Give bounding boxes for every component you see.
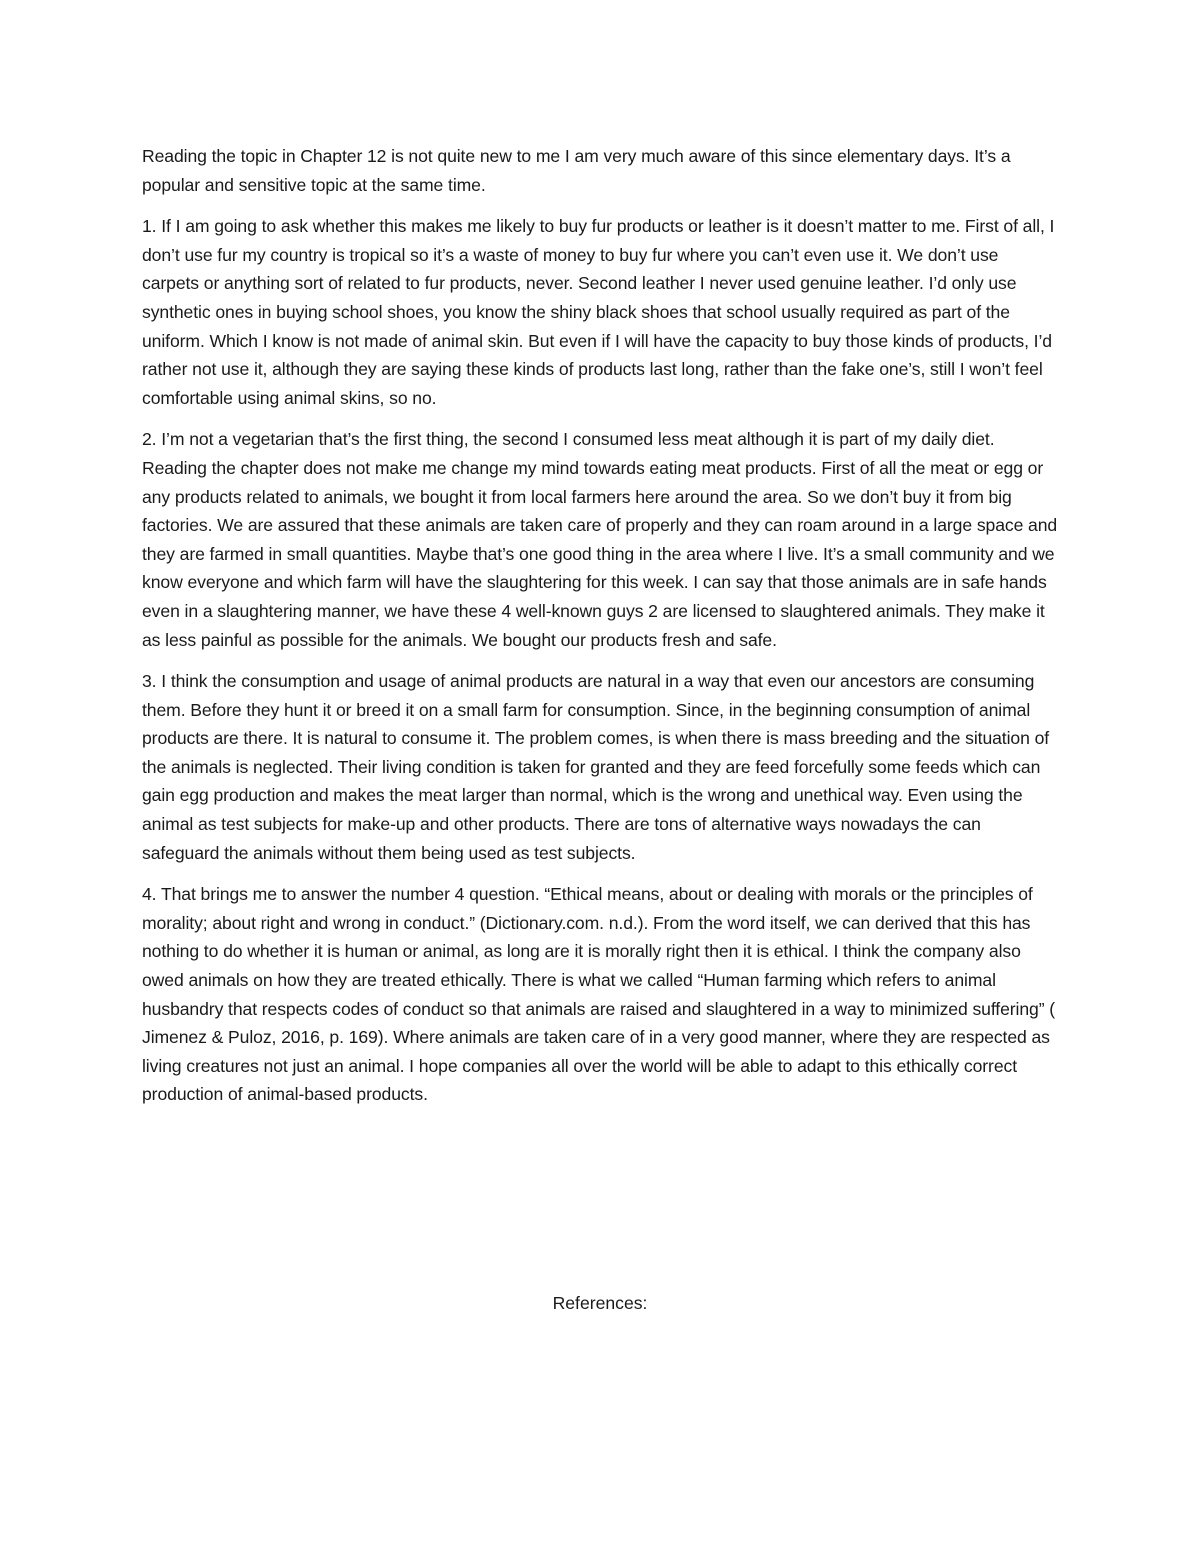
- document-body: [142, 142, 1060, 1122]
- intro-paragraph: Reading the topic in Chapter 12 is not quite new to me I am very much aware of this since elementary days. It’s a popular and sensitive topic at the same time.: [142, 146, 1011, 195]
- answer-paragraph-2: 2. I’m not a vegetarian that’s the first thing, the second I consumed less meat although it is part of my daily diet. Reading the chapter does not make me change my mind towards eating meat products. First of all the meat or egg or any products related to animals, we bought it from local farmers here around the area. So we don’t buy it from big factories. We are assured that these animals are taken care of properly and they can roam around in a large space and they are farmed in small quantities. Maybe that’s one good thing in the area where I live. It’s a small community and we know everyone and which farm will have the slaughtering for this week. I can say that those animals are in safe hands even in a slaughtering manner, we have these 4 well-known guys 2 are licensed to slaughtered animals. They make it as less painful as possible for the animals. We bought our products fresh and safe.: [142, 429, 1058, 650]
- answer-paragraph-3: 3. I think the consumption and usage of animal products are natural in a way that even our ancestors are consuming them. Before they hunt it or breed it on a small farm for consumption. Since, in the beginning consumption of animal products are there. It is natural to consume it. The problem comes, is when there is mass breeding and the situation of the animals is neglected. Their living condition is taken for granted and they are feed forcefully some feeds which can gain egg production and makes the meat larger than normal, which is the wrong and unethical way. Even using the animal as test subjects for make-up and other products. There are tons of alternative ways nowadays the can safeguard the animals without them being used as test subjects.: [142, 671, 1050, 863]
- answer-paragraph-1: 1. If I am going to ask whether this makes me likely to buy fur products or leather is it doesn’t matter to me. First of all, I don’t use fur my country is tropical so it’s a waste of money to buy fur where you can’t even use it. We don’t use carpets or anything sort of related to fur products, never. Second leather I never used genuine leather. I’d only use synthetic ones in buying school shoes, you know the shiny black shoes that school usually required as part of the uniform. Which I know is not made of animal skin. But even if I will have the capacity to buy those kinds of products, I’d rather not use it, although they are saying these kinds of products last long, rather than the fake one’s, still I won’t feel comfortable using animal skins, so no.: [142, 216, 1055, 408]
- references-heading: References:: [552, 1293, 648, 1313]
- answer-paragraph-4: 4. That brings me to answer the number 4 question. “Ethical means, about or dealing with morals or the principles of morality; about right and wrong in conduct.” (Dictionary.com. n.d.). From the word itself, we can derived that this has nothing to do whether it is human or animal, as long are it is morally right then it is ethical. I think the company also owed animals on how they are treated ethically. There is what we called “Human farming which refers to animal husbandry that respects codes of conduct so that animals are raised and slaughtered in a way to minimized suffering” ( Jimenez & Puloz, 2016, p. 169). Where animals are taken care of in a very good manner, where they are respected as living creatures not just an animal. I hope companies all over the world will be able to adapt to this ethically correct production of animal-based products.: [142, 884, 1056, 1105]
